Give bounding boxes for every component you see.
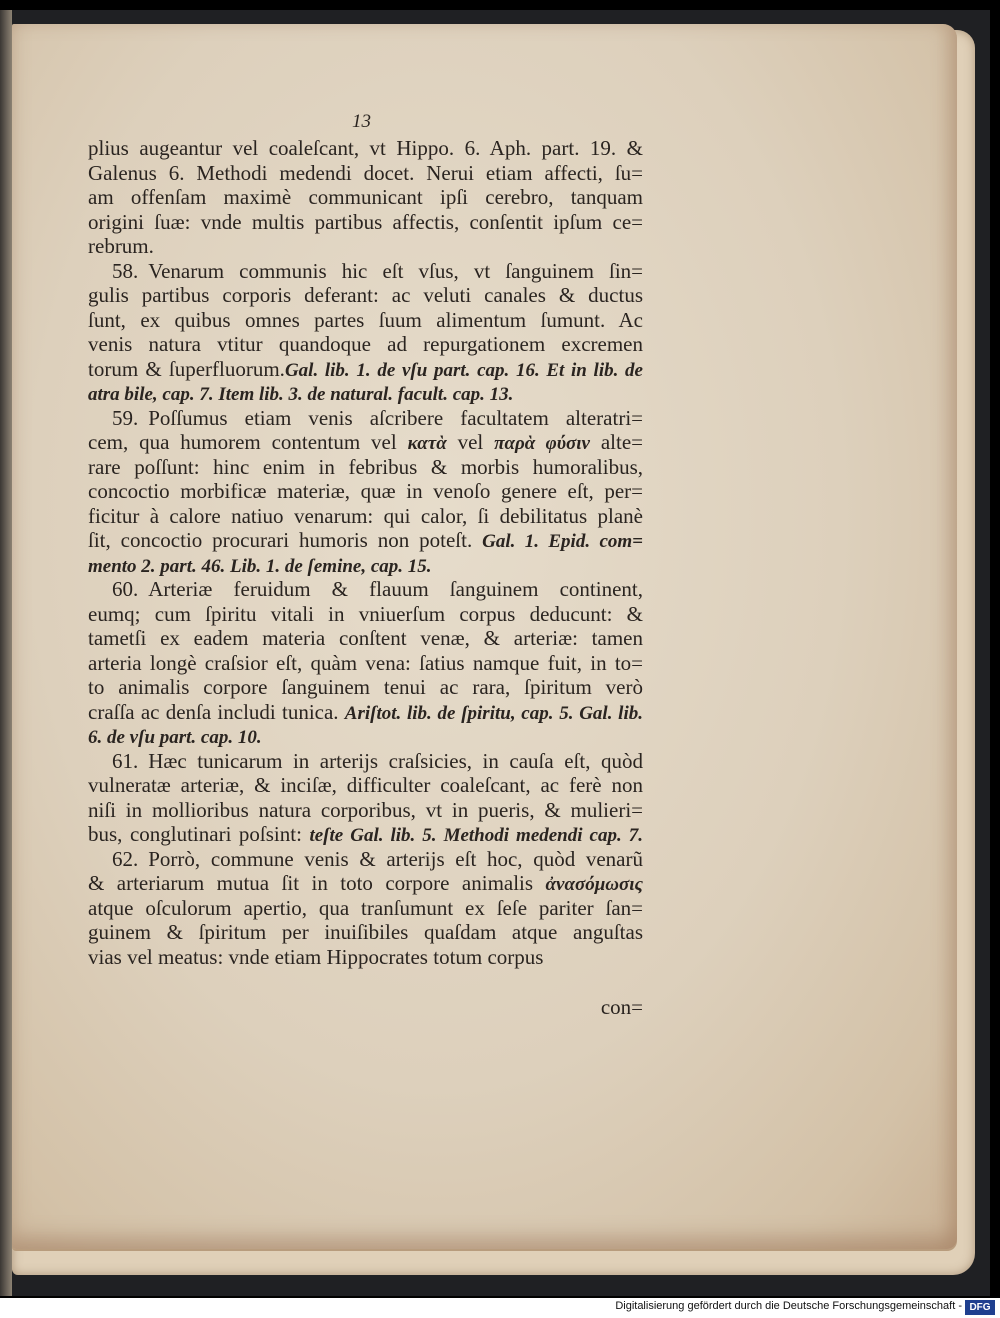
- text-line: [88, 700, 643, 724]
- text-line: [88, 528, 643, 552]
- line-text: craſſa ac denſa includi tunica.: [88, 699, 345, 724]
- line-text: origini ſuæ: vnde multis partibus affectis, conſentit ipſum ce=: [88, 209, 643, 234]
- citation-text: Gal. lib. 1. de vſu part. cap. 16. Et in lib. de: [284, 359, 643, 381]
- line-text: ſit, concoctio procurari humoris non poteſt.: [88, 528, 483, 552]
- line-text: Venarum communis hic eſt vſus, vt ſanguinem ſin=: [148, 258, 643, 283]
- line-text: arteria longè craſsior eſt, quàm vena: ſatius namque fuit, in to=: [88, 650, 643, 675]
- text-line: [88, 210, 643, 234]
- line-text: Hæc tunicarum in arterijs craſsicies, in cauſa eſt, quòd: [148, 748, 643, 773]
- line-text: torum & ſuperfluorum.: [88, 356, 285, 381]
- citation-text: 6. de vſu part. cap. 10.: [88, 727, 262, 748]
- text-line: [88, 185, 643, 209]
- line-text: Galenus 6. Methodi medendi docet. Nerui etiam affecti, ſu=: [88, 160, 643, 185]
- text-line: [88, 455, 643, 479]
- line-text: eumq; cum ſpiritu vitali in vniuerſum corpus deducunt: &: [88, 601, 643, 626]
- line-text: Porrò, commune venis & arterijs eſt hoc, quòd venarũ: [148, 846, 643, 871]
- line-text: tametſi ex eadem materia conſtent venæ, & arteriæ: tamen: [88, 626, 643, 650]
- line-text: rebrum.: [88, 234, 154, 258]
- text-line: [88, 871, 643, 895]
- text-line: [88, 724, 643, 748]
- text-line: [88, 479, 643, 503]
- text-line: [88, 259, 643, 283]
- line-text: niſi in mollioribus natura corporibus, vt in pueris, & mulieri=: [88, 797, 643, 822]
- line-text: cem, qua humorem contentum vel: [88, 430, 408, 454]
- book-gutter: [0, 10, 12, 1296]
- text-line: [88, 381, 643, 405]
- line-text: to animalis corpore ſanguinem tenui ac rara, ſpiritum verò: [88, 675, 643, 699]
- paragraph-number: 61.: [112, 748, 139, 773]
- text-line: [88, 136, 643, 160]
- catchword: con=: [600, 995, 643, 1019]
- text-line: [88, 577, 643, 601]
- text-line: [88, 945, 643, 969]
- page-number: 13: [352, 111, 371, 132]
- text-line: [88, 896, 643, 920]
- text-line: [88, 651, 643, 675]
- line-text: Arteriæ feruidum & flauum ſanguinem continent,: [148, 577, 643, 601]
- line-text: bus, conglutinari poſsint:: [88, 822, 310, 846]
- line-text: ficitur à calore natiuo venarum: qui calor, ſi debilitatus planè: [88, 503, 643, 528]
- citation-text: atra bile, cap. 7. Item lib. 3. de natural. facult. cap. 13.: [88, 384, 514, 405]
- line-text: vel: [446, 430, 495, 454]
- line-text: rare poſſunt: hinc enim in febribus & morbis humoralibus,: [88, 454, 643, 479]
- text-line: [88, 626, 643, 650]
- text-line: [88, 822, 643, 846]
- text-line: [88, 430, 643, 454]
- text-line: [88, 847, 643, 871]
- text-line: [88, 283, 643, 307]
- citation-text: mento 2. part. 46. Lib. 1. de ſemine, cap. 15.: [88, 555, 432, 577]
- line-text: ſunt, ex quibus omnes partes ſuum alimentum ſumunt. Ac: [88, 307, 643, 332]
- text-line: [88, 406, 643, 430]
- paragraph-number: 60.: [112, 577, 139, 601]
- text-line: [88, 749, 643, 773]
- line-text: & arteriarum mutua ſit in toto corpore animalis: [88, 871, 546, 895]
- text-line: [88, 308, 643, 332]
- line-text: alte=: [590, 430, 643, 454]
- citation-text: Gal. 1. Epid. com=: [482, 531, 644, 552]
- line-text: atque oſculorum apertio, qua tranſumunt ex ſeſe pariter ſan=: [88, 895, 643, 920]
- text-line: [88, 602, 643, 626]
- digitization-credit: Digitalisierung gefördert durch die Deutsche Forschungsgemeinschaft -: [615, 1300, 962, 1312]
- line-text: Poſſumus etiam venis aſcribere facultatem alteratri=: [148, 405, 643, 430]
- paragraph-number: 58.: [112, 258, 139, 283]
- text-line: [88, 332, 643, 356]
- text-line: [88, 798, 643, 822]
- line-text: venis natura vtitur quandoque ad repurgationem excremen: [88, 332, 643, 356]
- citation-text: κατὰ: [407, 433, 447, 454]
- paragraph-number: 59.: [112, 405, 139, 430]
- line-text: am offenſam maximè communicant ipſi cerebro, tanquam: [88, 185, 643, 209]
- line-text: gulis partibus corporis deferant: ac veluti canales & ductus: [88, 283, 643, 307]
- citation-text: Ariſtot. lib. de ſpiritu, cap. 5. Gal. lib.: [344, 702, 643, 724]
- text-line: [88, 773, 643, 797]
- citation-text: ἀνασόμωσις: [545, 874, 643, 895]
- paragraph-number: 62.: [112, 846, 139, 871]
- line-text: concoctio morbificæ materiæ, quæ in venoſo genere eſt, per=: [88, 479, 643, 503]
- citation-text: παρὰ φύσιν: [494, 433, 590, 454]
- dfg-logo: DFG: [965, 1300, 995, 1315]
- text-line: [88, 357, 643, 381]
- text-line: [88, 920, 643, 944]
- line-text: plius augeantur vel coaleſcant, vt Hippo. 6. Aph. part. 19. &: [88, 136, 643, 160]
- text-line: [88, 553, 643, 577]
- text-line: [88, 234, 643, 258]
- citation-text: teſte Gal. lib. 5. Methodi medendi cap. 7.: [309, 825, 643, 846]
- text-line: [88, 161, 643, 185]
- line-text: vulneratæ arteriæ, & inciſæ, difficulter coaleſcant, ac ferè non: [88, 773, 643, 797]
- line-text: vias vel meatus: vnde etiam Hippocrates totum corpus: [88, 944, 544, 969]
- footer-bar: [0, 1298, 1000, 1318]
- text-line: [88, 675, 643, 699]
- text-line: [88, 504, 643, 528]
- line-text: guinem & ſpiritum per inuiſibiles quaſdam atque anguſtas: [88, 920, 643, 944]
